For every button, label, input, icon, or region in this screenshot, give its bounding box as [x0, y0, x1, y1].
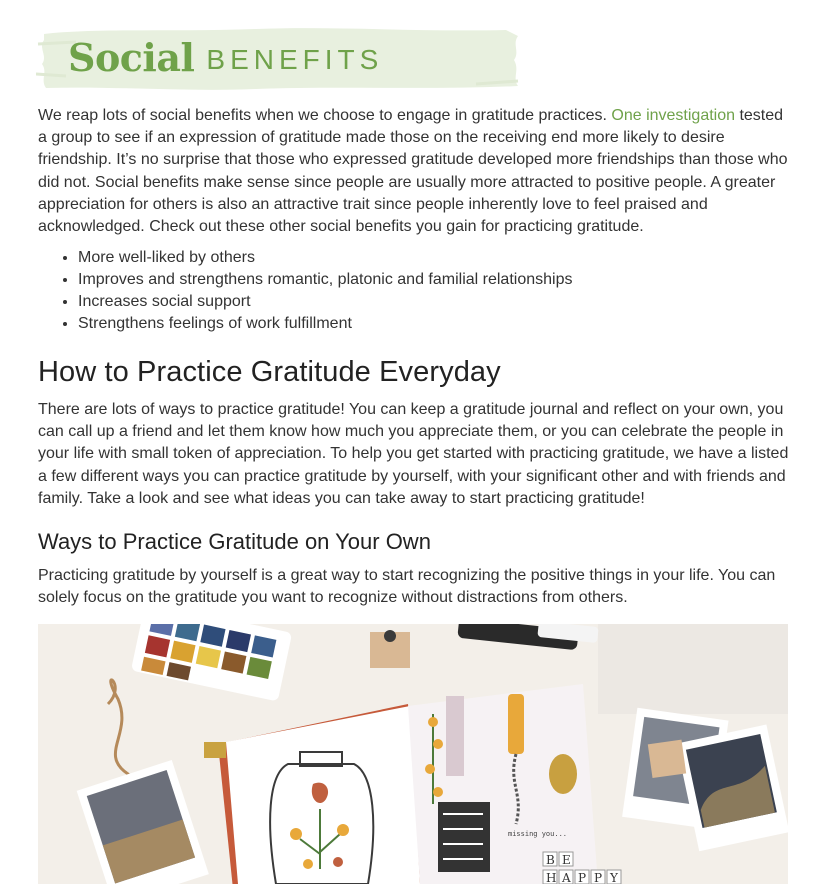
social-para-text: We reap lots of social benefits when we choose to engage in gratitude practices. — [38, 107, 612, 124]
letter-tile: P — [578, 871, 587, 884]
letter-tile: B — [546, 853, 555, 867]
list-item: • More well-liked by others — [78, 247, 828, 269]
letter-tile: Y — [610, 871, 618, 884]
section-title — [68, 35, 383, 80]
practice-paragraph: There are lots of ways to practice gratitude! You can keep a gratitude journal and reflect on your own, you can call up a friend and let them know how much you appreciate them, or you can celebrate the people in your life with small token of appreciation. To help you get started with practicing gratitude, we have a listed a few different ways you can practice gratitude by yourself, with your significant other and with friends and family. Take a look and see what ideas you can take away to start practicing gratitude! — [38, 401, 789, 507]
social-para-text-cont: tested a group to see if an expression of gratitude made those on the receiving end more likely to desire friendship. It’s no surprise that those who expressed gratitude developed more friendships than those who did not. Social benefits make sense since people are usually more attracted to positive people. A greater appreciation for others is also an attractive trait since people inherently love to feel praised and acknowledged. Check out these other social benefits you gain for practicing gratitude. — [38, 107, 788, 236]
letter-tile: A — [562, 871, 571, 884]
own-heading: Ways to Practice Gratitude on Your Own — [38, 529, 431, 554]
letter-tile: E — [562, 853, 571, 867]
banner-title-light: BENEFITS — [206, 44, 384, 75]
list-item: • Strengthens feelings of work fulfillment — [78, 313, 828, 335]
practice-heading: How to Practice Gratitude Everyday — [38, 356, 501, 388]
gratitude-journal-photo — [38, 624, 788, 884]
list-item: • Improves and strengthens romantic, platonic and familial relationships — [78, 269, 828, 291]
letter-tile: P — [594, 871, 603, 884]
section-banner — [36, 26, 520, 92]
binder-clip — [204, 742, 226, 758]
one-investigation-link[interactable]: One investigation — [611, 107, 736, 124]
social-benefits-paragraph — [38, 105, 793, 238]
social-benefits-list — [38, 247, 828, 335]
banner-title-bold: Social — [68, 35, 195, 80]
own-paragraph: Practicing gratitude by yourself is a great way to start recognizing the positive things in your life. You can solely focus on the gratitude you want to recognize without distractions from others. — [38, 567, 776, 607]
journal-illustration — [38, 624, 788, 884]
list-item: • Increases social support — [78, 291, 828, 313]
letter-tile: H — [546, 871, 557, 884]
journal-caption: missing you... — [508, 830, 568, 838]
